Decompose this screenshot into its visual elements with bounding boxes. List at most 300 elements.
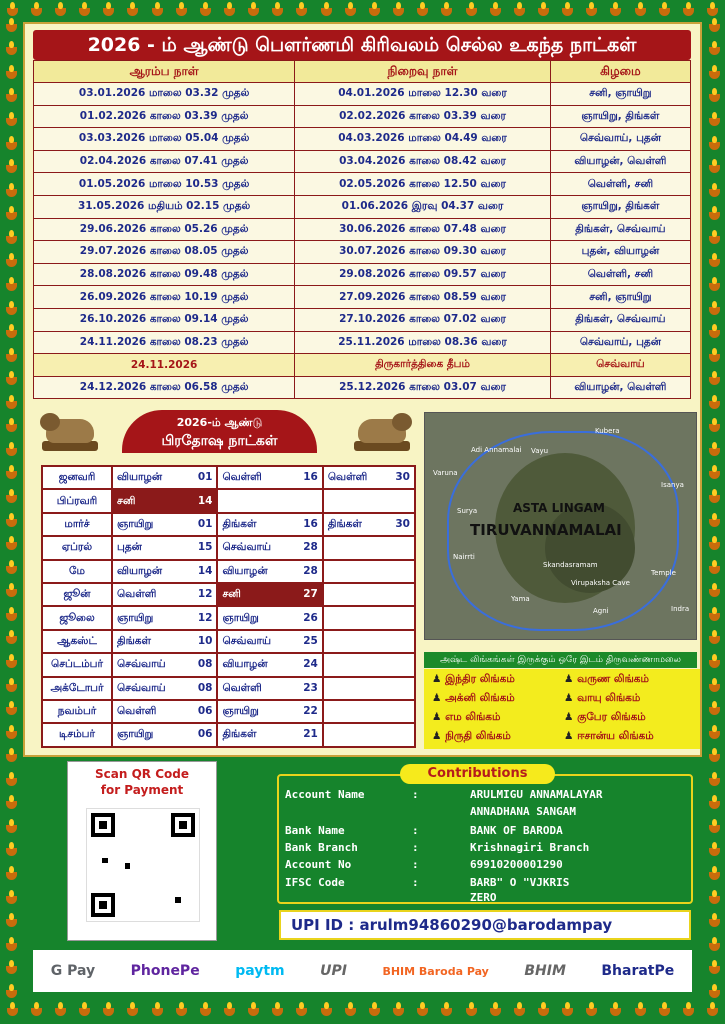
day-number: 30 [395, 517, 410, 530]
pradosham-date-cell [217, 630, 322, 653]
diya-lamp-icon [176, 8, 187, 16]
upi-id[interactable]: UPI ID : arulm94860290@barodampay [279, 910, 691, 940]
diya-lamp-icon [127, 1008, 138, 1016]
map-place-kubera: Kubera [595, 427, 620, 435]
map-place-vayu: Vayu [531, 447, 549, 455]
diya-lamp-icon [709, 872, 720, 880]
month-cell: மார்ச் [42, 513, 112, 536]
table-row [34, 105, 691, 128]
pradosham-date-cell [323, 723, 415, 746]
diya-lamp-icon [103, 1008, 114, 1016]
contribution-value: BARB" O "VJKRIS [470, 876, 570, 889]
qr-title-1: Scan QR Code [95, 767, 189, 781]
bhim-baroda-logo: BHIM Baroda Pay [382, 964, 489, 978]
diya-lamp-icon [709, 919, 720, 927]
diya-lamp-icon [6, 754, 17, 762]
diya-lamp-icon [707, 1008, 718, 1016]
table-row [34, 83, 691, 106]
diya-lamp-icon [709, 424, 720, 432]
diya-lamp-icon [6, 825, 17, 833]
day-name: ஞாயிறு [117, 728, 154, 741]
contribution-value: ZERO [470, 891, 497, 904]
diya-lamp-icon [6, 613, 17, 621]
day-number: 12 [197, 588, 213, 601]
diya-lamp-icon [79, 8, 90, 16]
map-place-adi-annamalai: Adi Annamalai [471, 446, 522, 454]
day-cell: ஞாயிறு, திங்கள் [550, 195, 690, 218]
pradosham-table [41, 465, 416, 748]
day-number: 08 [197, 681, 213, 694]
diya-lamp-icon [7, 1008, 18, 1016]
month-cell: பிப்ரவரி [42, 489, 112, 512]
month-cell: மே [42, 560, 112, 583]
table-row [34, 354, 691, 377]
pradosham-date-cell [323, 583, 415, 606]
start-cell: 01.02.2026 காலை 03.39 முதல் [34, 105, 295, 128]
diya-lamp-icon [709, 660, 720, 668]
pradosham-row [42, 560, 415, 583]
lingam-list [424, 669, 700, 749]
diya-lamp-icon [709, 848, 720, 856]
day-number: 16 [303, 517, 318, 530]
pradosham-row [42, 630, 415, 653]
diya-lamp-icon [6, 165, 17, 173]
map-place-virupaksha: Virupaksha Cave [571, 579, 630, 587]
pradosham-date-cell [112, 653, 217, 676]
upi-logo: UPI [320, 963, 347, 979]
day-name: ஞாயிறு [117, 611, 154, 624]
start-cell: 24.11.2026 காலை 08.23 முதல் [34, 331, 295, 354]
day-number: 08 [197, 658, 213, 671]
table-row [34, 173, 691, 196]
day-number: 24 [303, 658, 318, 671]
diya-lamp-icon [321, 8, 332, 16]
day-cell: செவ்வாய், புதன் [550, 331, 690, 354]
pradosham-date-cell [217, 560, 322, 583]
pradosham-date-cell [217, 536, 322, 559]
pradosham-row [42, 677, 415, 700]
diya-lamp-icon [441, 1008, 452, 1016]
diya-lamp-icon [538, 1008, 549, 1016]
map-place-varuna: Varuna [433, 469, 458, 477]
diya-lamp-icon [103, 8, 114, 16]
day-number: 30 [395, 471, 410, 484]
diya-lamp-icon [6, 377, 17, 385]
diya-lamp-icon [224, 8, 235, 16]
table-row [34, 218, 691, 241]
day-number: 06 [197, 705, 213, 718]
diya-lamp-icon [490, 8, 501, 16]
pradosham-row [42, 653, 415, 676]
diya-lamp-icon [55, 1008, 66, 1016]
lingam-item: ♟ நிருதி லிங்கம் [432, 730, 564, 747]
diya-lamp-icon [345, 8, 356, 16]
diya-lamp-icon [709, 236, 720, 244]
start-cell: 03.01.2026 மாலை 03.32 முதல் [34, 83, 295, 106]
day-number: 14 [197, 494, 213, 507]
end-cell: 02.02.2026 காலை 03.39 வரை [295, 105, 551, 128]
table-row [34, 376, 691, 399]
diya-lamp-icon [709, 47, 720, 55]
pradosham-row [42, 700, 415, 723]
day-name: புதன் [117, 541, 142, 554]
diya-lamp-icon [709, 165, 720, 173]
diya-lamp-icon [709, 259, 720, 267]
pradosham-date-cell [112, 560, 217, 583]
diya-lamp-icon [6, 118, 17, 126]
pradosham-date-cell [217, 513, 322, 536]
diya-lamp-icon [321, 1008, 332, 1016]
diya-lamp-icon [6, 636, 17, 644]
day-number: 22 [303, 705, 318, 718]
table-row [34, 286, 691, 309]
diya-lamp-icon [466, 8, 477, 16]
diya-lamp-icon [586, 8, 597, 16]
pradosham-date-cell [112, 723, 217, 746]
month-cell: செப்டம்பர் [42, 653, 112, 676]
table-row [34, 150, 691, 173]
contribution-colon: : [412, 841, 419, 854]
pradosham-date-cell [112, 536, 217, 559]
diya-lamp-icon [6, 660, 17, 668]
diya-lamp-icon [296, 8, 307, 16]
day-name: வெள்ளி [222, 681, 262, 694]
pradosham-date-cell [323, 489, 415, 512]
diya-lamp-icon [466, 1008, 477, 1016]
day-cell: செவ்வாய் [550, 354, 690, 377]
end-cell: 29.08.2026 காலை 09.57 வரை [295, 263, 551, 286]
diya-lamp-icon [709, 566, 720, 574]
day-number: 23 [303, 681, 318, 694]
map-place-nairrti: Nairrti [453, 553, 475, 561]
diya-lamp-icon [127, 8, 138, 16]
pradosham-date-cell [217, 606, 322, 629]
bhim-logo: BHIM [524, 963, 566, 979]
diya-lamp-icon [709, 613, 720, 621]
diya-lamp-icon [538, 8, 549, 16]
diya-lamp-icon [31, 1008, 42, 1016]
diya-lamp-icon [586, 1008, 597, 1016]
diya-lamp-icon [683, 1008, 694, 1016]
pradosham-date-cell [112, 677, 217, 700]
pradosham-year: 2026-ம் ஆண்டு [176, 416, 263, 429]
diya-lamp-icon [709, 801, 720, 809]
diya-lamp-icon [6, 495, 17, 503]
diya-lamp-icon [709, 589, 720, 597]
qr-module [175, 897, 181, 903]
table-row [34, 128, 691, 151]
day-number: 01 [197, 517, 213, 530]
pradosham-date-cell [112, 513, 217, 536]
diya-lamp-icon [79, 1008, 90, 1016]
diya-lamp-icon [6, 943, 17, 951]
diya-lamp-icon [709, 542, 720, 550]
diya-lamp-icon [659, 8, 670, 16]
lingam-item: ♟ வாயு லிங்கம் [564, 692, 696, 709]
day-cell: சனி, ஞாயிறு [550, 286, 690, 309]
contribution-value: ARULMIGU ANNAMALAYAR [470, 788, 603, 801]
diya-lamp-icon [6, 354, 17, 362]
diya-lamp-icon [635, 8, 646, 16]
diya-lamp-icon [709, 966, 720, 974]
diya-lamp-icon [709, 330, 720, 338]
payment-qr-code[interactable] [86, 808, 200, 922]
start-cell: 26.09.2026 காலை 10.19 முதல் [34, 286, 295, 309]
contribution-key: Bank Branch [285, 841, 358, 854]
diya-lamp-icon [709, 71, 720, 79]
pradosham-date-cell [323, 630, 415, 653]
pradosham-title: பிரதோஷ நாட்கள் [161, 433, 278, 449]
start-cell: 03.03.2026 மாலை 05.04 முதல் [34, 128, 295, 151]
day-cell: வியாழன், வெள்ளி [550, 376, 690, 399]
pradosham-row [42, 536, 415, 559]
diya-lamp-icon [709, 354, 720, 362]
end-cell: 04.03.2026 மாலை 04.49 வரை [295, 128, 551, 151]
day-number: 10 [197, 634, 213, 647]
end-cell: 02.05.2026 காலை 12.50 வரை [295, 173, 551, 196]
diya-lamp-icon [709, 684, 720, 692]
month-cell: அக்டோபர் [42, 677, 112, 700]
diya-lamp-icon [709, 754, 720, 762]
diya-lamp-icon [272, 1008, 283, 1016]
diya-lamp-icon [176, 1008, 187, 1016]
diya-lamp-icon [296, 1008, 307, 1016]
diya-lamp-icon [490, 1008, 501, 1016]
pradosham-date-cell [112, 630, 217, 653]
map-place-yama: Yama [511, 595, 530, 603]
day-number: 25 [303, 634, 318, 647]
day-name: வெள்ளி [117, 588, 157, 601]
diya-lamp-icon [683, 8, 694, 16]
nandi-statue-right [352, 405, 412, 453]
day-number: 21 [303, 728, 318, 741]
lingam-item: ♟ அக்னி லிங்கம் [432, 692, 564, 709]
gpay-logo: G Pay [50, 963, 96, 979]
start-cell: 24.12.2026 காலை 06.58 முதல் [34, 376, 295, 399]
table-header-row [34, 61, 691, 83]
diya-lamp-icon [6, 330, 17, 338]
day-name: வியாழன் [222, 564, 268, 577]
day-cell: ஞாயிறு, திங்கள் [550, 105, 690, 128]
pradosham-row [42, 466, 415, 489]
qr-card [67, 761, 217, 941]
diya-lamp-icon [6, 589, 17, 597]
diya-lamp-icon [6, 71, 17, 79]
day-cell: வெள்ளி, சனி [550, 173, 690, 196]
diya-lamp-icon [393, 1008, 404, 1016]
contribution-key: IFSC Code [285, 876, 345, 889]
day-name: ஞாயிறு [117, 517, 154, 530]
diya-lamp-icon [6, 24, 17, 32]
month-cell: ஜூன் [42, 583, 112, 606]
col-day-header: கிழமை [550, 61, 690, 83]
map-label-tiruvannamalai: TIRUVANNAMALAI [470, 521, 622, 539]
pradosham-date-cell [323, 536, 415, 559]
diya-lamp-icon [709, 142, 720, 150]
day-name: சனி [117, 494, 136, 507]
day-name: வெள்ளி [222, 471, 262, 484]
contribution-key: Bank Name [285, 824, 345, 837]
end-cell: 04.01.2026 மாலை 12.30 வரை [295, 83, 551, 106]
start-cell: 26.10.2026 காலை 09.14 முதல் [34, 308, 295, 331]
diya-lamp-icon [6, 401, 17, 409]
day-number: 15 [197, 541, 213, 554]
diya-lamp-icon [6, 801, 17, 809]
lamp-border-right [706, 16, 722, 1006]
day-cell: வியாழன், வெள்ளி [550, 150, 690, 173]
diya-lamp-icon [6, 542, 17, 550]
day-name: வியாழன் [117, 564, 163, 577]
contribution-colon: : [412, 788, 419, 801]
month-cell: ஜனவரி [42, 466, 112, 489]
pradosham-date-cell [112, 700, 217, 723]
diya-lamp-icon [610, 1008, 621, 1016]
pradosham-date-cell [217, 723, 322, 746]
lamp-border-top [0, 4, 725, 20]
diya-lamp-icon [6, 731, 17, 739]
day-number: 28 [303, 564, 318, 577]
qr-module [102, 858, 108, 864]
diya-lamp-icon [6, 872, 17, 880]
table-row [34, 308, 691, 331]
map-place-surya: Surya [457, 507, 478, 515]
day-name: திங்கள் [117, 634, 151, 647]
diya-lamp-icon [6, 424, 17, 432]
diya-lamp-icon [345, 1008, 356, 1016]
diya-lamp-icon [709, 189, 720, 197]
day-cell: சனி, ஞாயிறு [550, 83, 690, 106]
end-cell: 30.06.2026 காலை 07.48 வரை [295, 218, 551, 241]
diya-lamp-icon [6, 189, 17, 197]
diya-lamp-icon [6, 848, 17, 856]
pradosham-date-cell [217, 653, 322, 676]
lingam-item: ♟ குபேர லிங்கம் [564, 711, 696, 728]
diya-lamp-icon [6, 966, 17, 974]
day-name: வெள்ளி [117, 705, 157, 718]
paytm-logo: paytm [235, 963, 285, 979]
diya-lamp-icon [417, 1008, 428, 1016]
contribution-value: 69910200001290 [470, 858, 563, 871]
diya-lamp-icon [659, 1008, 670, 1016]
pradosham-row [42, 723, 415, 746]
pradosham-row [42, 583, 415, 606]
lingam-title: அஷ்ட லிங்கங்கள் இருக்கும் ஒரே இடம் திருவண்ணாமலை [424, 652, 697, 668]
contribution-colon: : [412, 876, 419, 889]
pradosham-date-cell [112, 606, 217, 629]
end-cell: 25.12.2026 காலை 03.07 வரை [295, 376, 551, 399]
day-number: 28 [303, 541, 318, 554]
day-name: திங்கள் [222, 728, 257, 741]
start-cell: 02.04.2026 காலை 07.41 முதல் [34, 150, 295, 173]
start-cell: 31.05.2026 மதியம் 02.15 முதல் [34, 195, 295, 218]
contributions-label: Contributions [400, 764, 555, 784]
nandi-statue-left [40, 405, 100, 453]
map-place-temple: Temple [651, 569, 676, 577]
lingam-item: ♟ இந்திர லிங்கம் [432, 673, 564, 690]
map-place-skandasramam: Skandasramam [543, 561, 598, 569]
pradosham-date-cell [323, 653, 415, 676]
diya-lamp-icon [514, 8, 525, 16]
diya-lamp-icon [709, 212, 720, 220]
diya-lamp-icon [6, 919, 17, 927]
day-cell: புதன், வியாழன் [550, 241, 690, 264]
end-cell: 27.10.2026 காலை 07.02 வரை [295, 308, 551, 331]
diya-lamp-icon [6, 94, 17, 102]
day-name: செவ்வாய் [117, 681, 166, 694]
diya-lamp-icon [441, 8, 452, 16]
day-name: ஞாயிறு [222, 611, 259, 624]
day-number: 26 [303, 611, 318, 624]
pradosham-date-cell [323, 466, 415, 489]
qr-title-2: for Payment [100, 783, 184, 797]
pradosham-date-cell [323, 677, 415, 700]
diya-lamp-icon [6, 448, 17, 456]
start-cell: 29.06.2026 காலை 05.26 முதல் [34, 218, 295, 241]
pradosham-date-cell [217, 489, 322, 512]
diya-lamp-icon [6, 307, 17, 315]
day-number: 12 [197, 611, 213, 624]
contribution-key: Account Name [285, 788, 365, 801]
diya-lamp-icon [709, 519, 720, 527]
diya-lamp-icon [224, 1008, 235, 1016]
day-cell: வெள்ளி, சனி [550, 263, 690, 286]
pradosham-date-cell [323, 700, 415, 723]
diya-lamp-icon [417, 8, 428, 16]
pradosham-date-cell [112, 583, 217, 606]
diya-lamp-icon [709, 94, 720, 102]
end-cell: 27.09.2026 காலை 08.59 வரை [295, 286, 551, 309]
lamp-border-bottom [0, 1004, 725, 1020]
pradosham-row [42, 606, 415, 629]
diya-lamp-icon [709, 990, 720, 998]
end-cell: திருகார்த்திகை தீபம் [295, 354, 551, 377]
pradosham-date-cell [112, 466, 217, 489]
day-name: சனி [222, 588, 241, 601]
qr-module [125, 863, 131, 869]
asta-lingam-map [424, 412, 697, 640]
diya-lamp-icon [248, 8, 259, 16]
diya-lamp-icon [709, 636, 720, 644]
bharatpe-logo: BharatPe [601, 963, 675, 979]
diya-lamp-icon [709, 118, 720, 126]
month-cell: ஏப்ரல் [42, 536, 112, 559]
payment-logos-bar [33, 950, 692, 992]
diya-lamp-icon [709, 778, 720, 786]
day-number: 16 [303, 471, 318, 484]
day-name: செவ்வாய் [222, 541, 272, 554]
diya-lamp-icon [200, 8, 211, 16]
diya-lamp-icon [6, 142, 17, 150]
diya-lamp-icon [6, 684, 17, 692]
map-place-agni: Agni [593, 607, 609, 615]
day-number: 01 [197, 471, 213, 484]
diya-lamp-icon [248, 1008, 259, 1016]
day-name: செவ்வாய் [117, 658, 166, 671]
girivalam-table [33, 60, 691, 399]
diya-lamp-icon [709, 495, 720, 503]
day-name: வியாழன் [222, 658, 268, 671]
diya-lamp-icon [6, 519, 17, 527]
diya-lamp-icon [709, 283, 720, 291]
day-cell: திங்கள், செவ்வாய் [550, 218, 690, 241]
diya-lamp-icon [709, 471, 720, 479]
start-cell: 28.08.2026 காலை 09.48 முதல் [34, 263, 295, 286]
day-name: திங்கள் [222, 517, 257, 530]
diya-lamp-icon [562, 1008, 573, 1016]
day-name: திங்கள் [327, 517, 362, 530]
diya-lamp-icon [6, 778, 17, 786]
pradosham-row [42, 489, 415, 512]
